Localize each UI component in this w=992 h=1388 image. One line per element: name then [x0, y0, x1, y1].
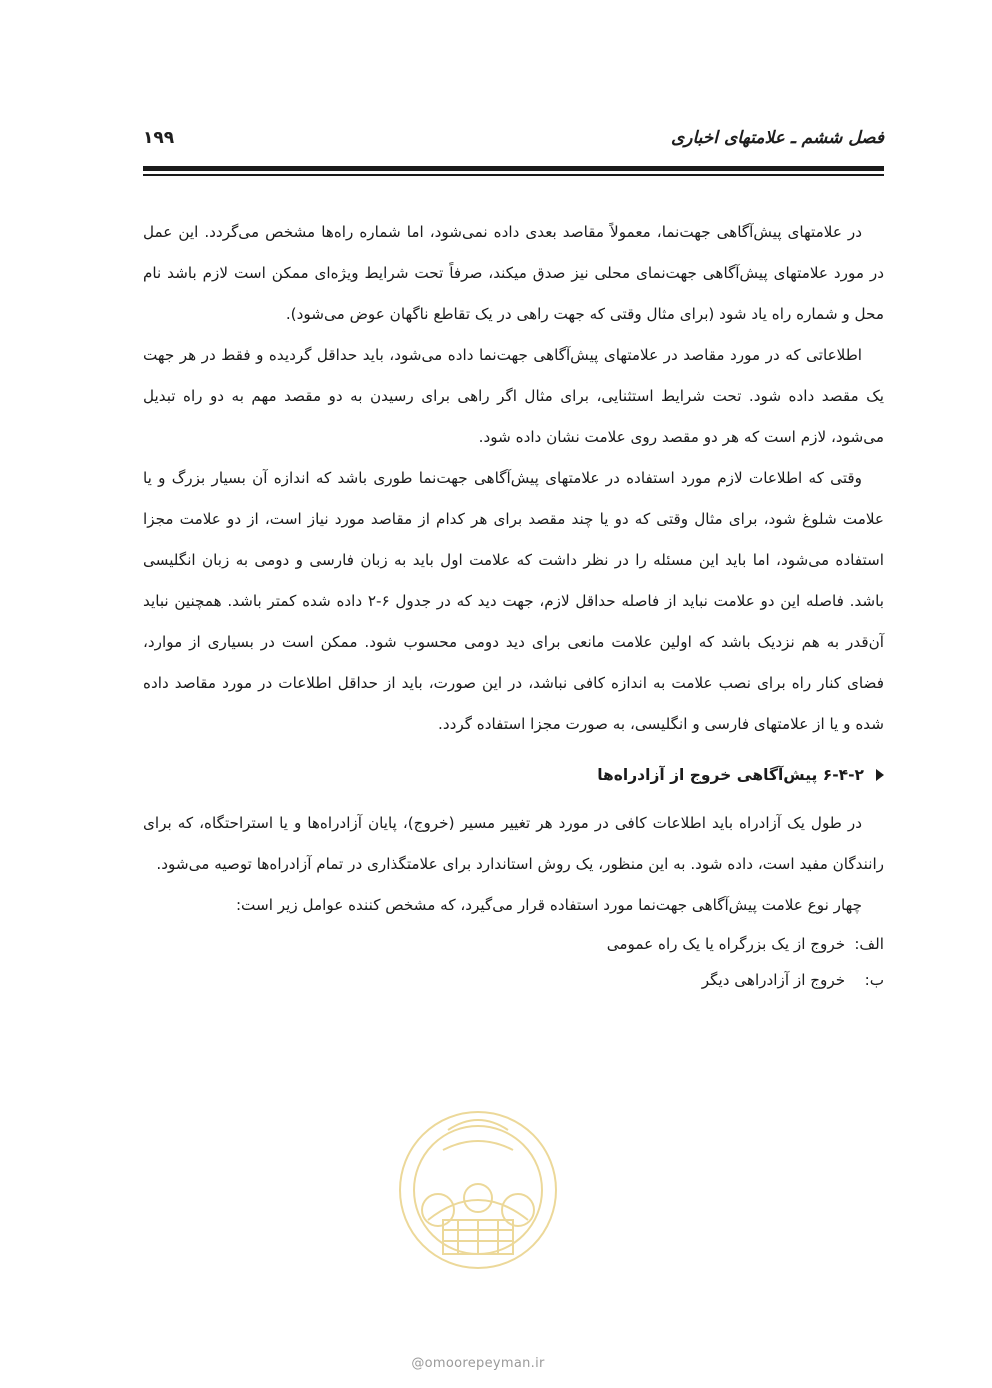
- body-paragraph: اطلاعاتی که در مورد مقاصد در علامتهای پیش‌آگاهی جهت‌نما داده می‌شود، باید حداقل گردیده و فقط در هر جهت یک مقصد داده شود. تحت شرایط استثنایی، برای مثال اگر راهی برای رسیدن به دو مقصد مهم به دو راه تبدیل می‌شود، لازم است که هر دو مقصد روی علامت نشان داده شود.: [143, 346, 884, 446]
- list-item: [143, 926, 884, 962]
- list-item-marker: ب:: [864, 971, 884, 989]
- body-paragraph: چهار نوع علامت پیش‌آگاهی جهت‌نما مورد استفاده قرار می‌گیرد، که مشخص کننده عوامل زیر است:: [235, 896, 862, 914]
- section-heading: [143, 757, 884, 793]
- chapter-title: فصل ششم ـ علامتهای اخباری: [670, 128, 884, 148]
- body-paragraph: در علامتهای پیش‌آگاهی جهت‌نما، معمولاً مقاصد بعدی داده نمی‌شود، اما شماره راه‌ها مشخص می‌گردد. این عمل در مورد علامتهای پیش‌آگاهی جهت‌نمای محلی نیز صدق میکند، صرفاً تحت شرایط ویژه‌ای ممکن است لازم باشد نام محل و شماره راه یاد شود (برای مثال وقتی که جهت راهی در یک تقاطع ناگهان عوض می‌شود).: [143, 223, 884, 323]
- header-rule-thick: [143, 166, 884, 171]
- publisher-watermark: [388, 1070, 568, 1371]
- page-header: [143, 128, 884, 154]
- header-rule-thin: [143, 174, 884, 176]
- list-item-text: خروج از آزادراهی دیگر: [701, 971, 846, 989]
- list-item-text: خروج از یک بزرگراه یا یک راه عمومی: [606, 935, 846, 953]
- list-item-marker: الف:: [854, 935, 884, 953]
- bullet-triangle-icon: [876, 769, 884, 781]
- section-heading-text: ۶-۴-۲ پیش‌آگاهی خروج از آزادراه‌ها: [597, 766, 864, 784]
- watermark-seal-icon: [388, 1070, 568, 1320]
- body-paragraph: وقتی که اطلاعات لازم مورد استفاده در علامتهای پیش‌آگاهی جهت‌نما طوری باشد که اندازه آن بسیار بزرگ و یا علامت شلوغ شود، برای مثال وقتی که دو یا چند مقصد برای هر کدام از مقاصد مورد نیاز است، از دو علامت مجزا استفاده می‌شود، اما باید این مسئله را در نظر داشت که علامت اول باید به زبان فارسی و دومی به زبان انگلیسی باشد. فاصله این دو علامت نباید از فاصله حداقل لازم، جهت دید که در جدول ۶-۲ داده شده کمتر باشد. همچنین نباید آن‌قدر به هم نزدیک باشد که اولین علامت مانعی برای دید دومی محسوب شود. ممکن است در بسیاری از موارد، فضای کنار راه برای نصب علامت به اندازه کافی نباشد، در این صورت، باید از حداقل اطلاعات در مورد مقاصد داده شده و یا از علامتهای فارسی و انگلیسی، به صورت مجزا استفاده گردد.: [143, 469, 884, 733]
- watermark-text: @omoorepeyman.ir: [411, 1356, 545, 1371]
- page-number: ۱۹۹: [143, 128, 175, 148]
- page-body: [143, 212, 884, 998]
- list-item: [143, 962, 884, 998]
- body-paragraph: در طول یک آزادراه باید اطلاعات کافی در مورد هر تغییر مسیر (خروج)، پایان آزادراه‌ها و یا استراحتگاه، که برای رانندگان مفید است، داده شود. به این منظور، یک روش استاندارد برای علامتگذاری در تمام آزادراه‌ها توصیه می‌شود.: [143, 814, 884, 873]
